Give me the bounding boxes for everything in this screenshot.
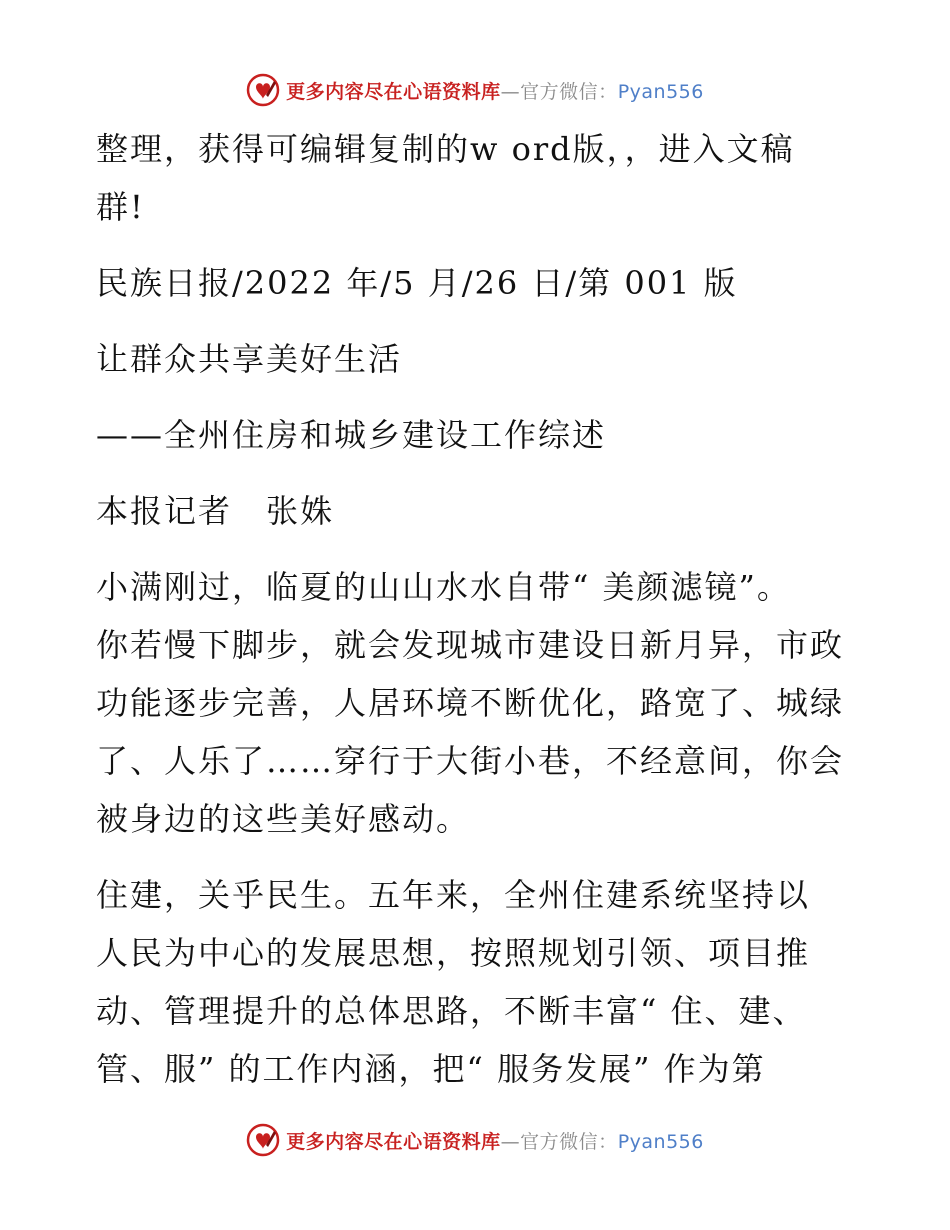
watermark-gray-text: 官方微信： xyxy=(520,1130,618,1153)
paragraph-1 xyxy=(96,558,856,848)
watermark-gray-text: 官方微信： xyxy=(520,80,618,103)
intro-line-1: 整理，获得可编辑复制的w ord版，，进入文稿 xyxy=(96,130,795,168)
paragraph-2 xyxy=(96,866,856,1098)
heart-pen-icon xyxy=(246,1123,280,1157)
source-line: 民族日报/2022 年/5 月/26 日/第 001 版 xyxy=(96,264,738,302)
paragraph-line: 住建，关乎民生。五年来，全州住建系统坚持以 xyxy=(96,876,811,914)
paragraph-line: 动、管理提升的总体思路，不断丰富“ 住、建、 xyxy=(96,992,807,1030)
watermark-wechat-id: Pyan556 xyxy=(617,80,704,103)
article-subtitle: ——全州住房和城乡建设工作综述 xyxy=(96,416,607,454)
paragraph-line: 功能逐步完善，人居环境不断优化，路宽了、城绿 xyxy=(96,684,845,722)
paragraph-line: 小满刚过，临夏的山山水水自带“ 美颜滤镜”。 xyxy=(96,568,791,606)
paragraph-line: 被身边的这些美好感动。 xyxy=(96,800,471,838)
paragraph-line: 人民为中心的发展思想，按照规划引领、项目推 xyxy=(96,934,811,972)
paragraph-line: 了、人乐了……穿行于大街小巷，不经意间，你会 xyxy=(96,742,845,780)
watermark-text xyxy=(286,77,704,104)
paragraph-line: 你若慢下脚步，就会发现城市建设日新月异，市政 xyxy=(96,626,845,664)
heart-pen-icon xyxy=(246,73,280,107)
document-body xyxy=(96,120,856,1098)
paragraph-line: 管、服” 的工作内涵，把“ 服务发展” 作为第 xyxy=(96,1050,766,1088)
watermark-red-text: 更多内容尽在心语资料库 xyxy=(286,80,501,103)
byline: 本报记者 张姝 xyxy=(96,492,335,530)
watermark-red-text: 更多内容尽在心语资料库 xyxy=(286,1130,501,1153)
article-title: 让群众共享美好生活 xyxy=(96,340,403,378)
watermark-footer xyxy=(0,1120,950,1160)
watermark-wechat-id: Pyan556 xyxy=(617,1130,704,1153)
watermark-separator: — xyxy=(500,80,521,103)
watermark-separator: — xyxy=(500,1130,521,1153)
watermark-text xyxy=(286,1127,704,1154)
intro-line-2: 群! xyxy=(96,188,145,226)
watermark-header xyxy=(0,70,950,110)
